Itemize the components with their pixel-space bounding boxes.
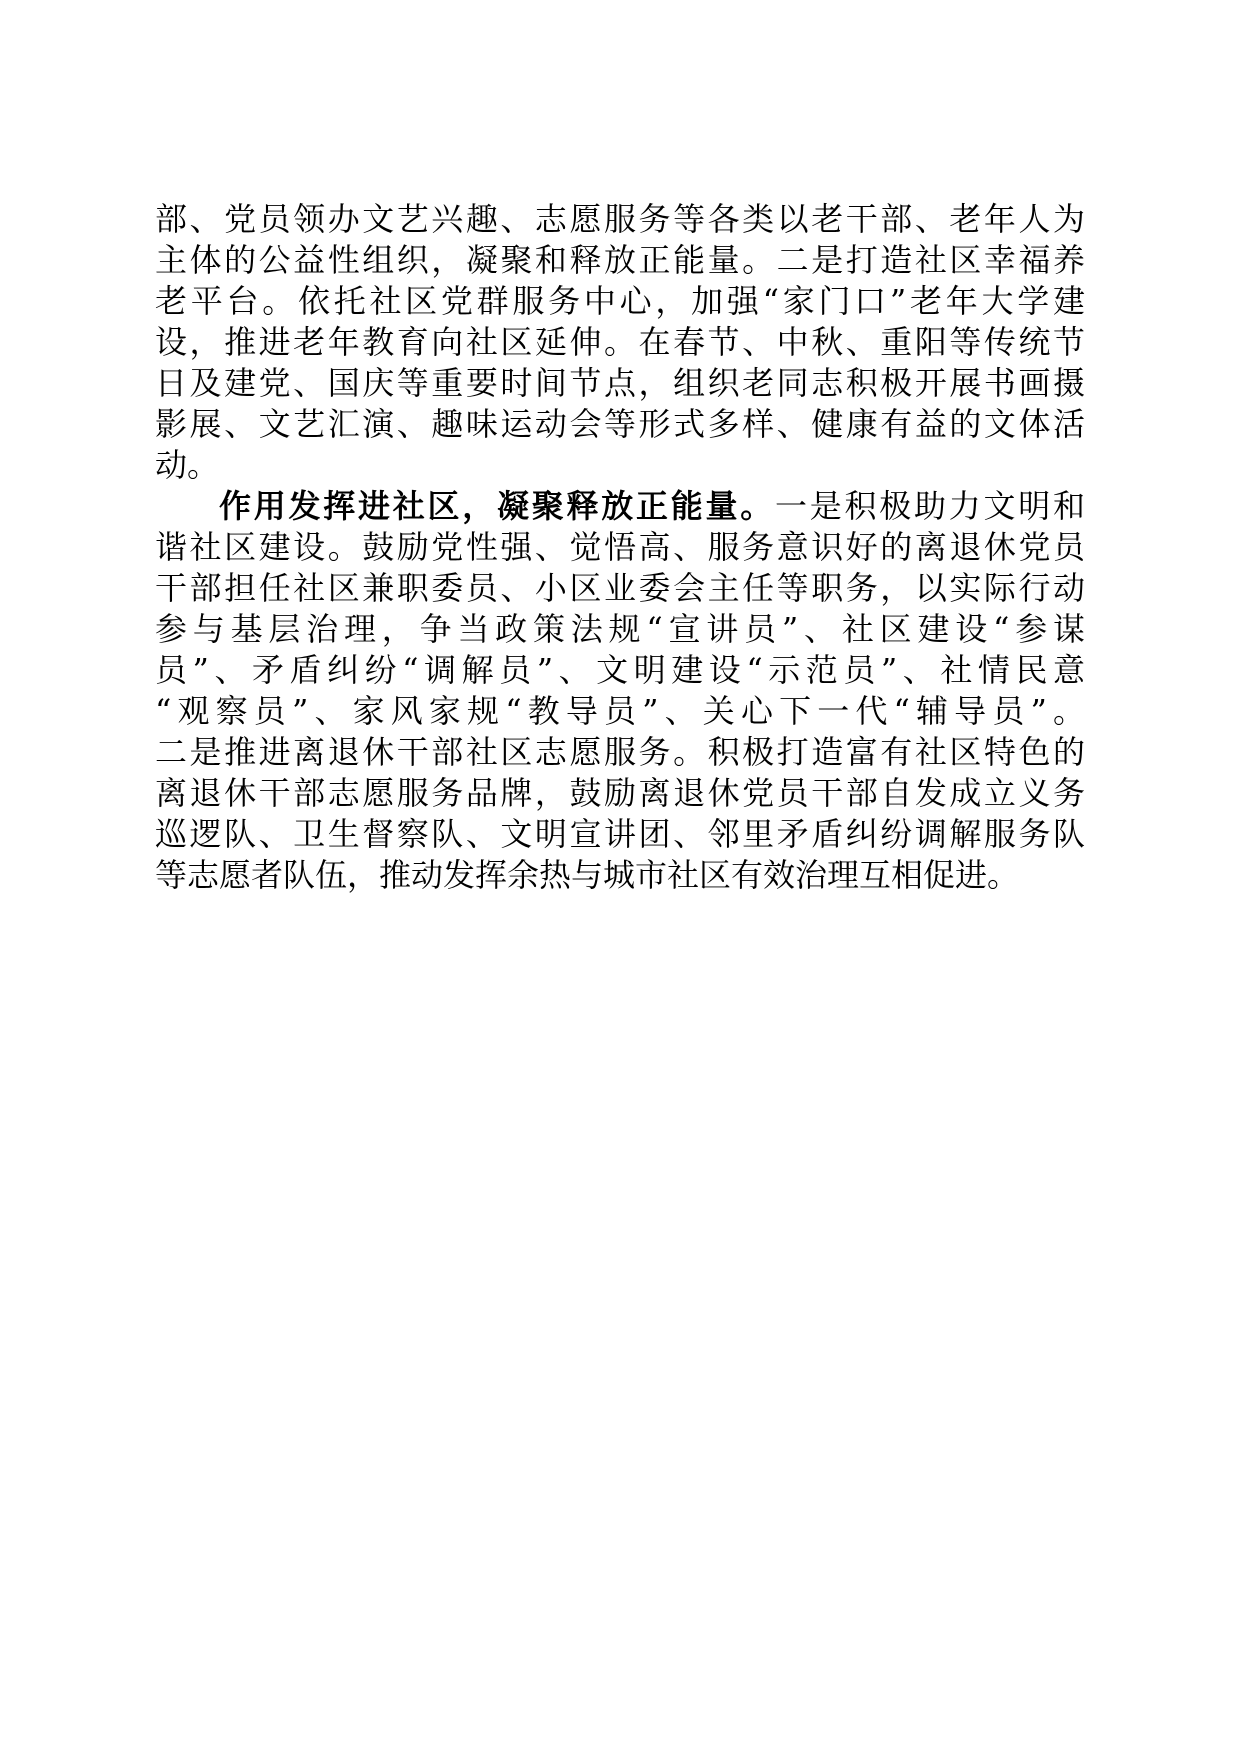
- paragraph-community-role: [155, 486, 1085, 896]
- text-line: “观察员”、家风家规“教导员”、关心下一代“辅导员”。: [155, 692, 1085, 730]
- text-line: 老平台。依托社区党群服务中心，加强“家门口”老年大学建: [155, 282, 1085, 320]
- text-line: 主体的公益性组织，凝聚和释放正能量。二是打造社区幸福养: [155, 241, 1085, 279]
- text-line: 二是推进离退休干部社区志愿服务。积极打造富有社区特色的: [155, 733, 1085, 771]
- document-body: [155, 199, 1085, 896]
- text-line: 动。: [155, 446, 220, 484]
- section-heading: 作用发挥进社区，凝聚释放正能量。: [219, 487, 775, 525]
- paragraph-elderly-services: [155, 199, 1085, 486]
- text-line: 设，推进老年教育向社区延伸。在春节、中秋、重阳等传统节: [155, 323, 1085, 361]
- paragraph-first-line: [155, 486, 1085, 527]
- text-line: 谐社区建设。鼓励党性强、觉悟高、服务意识好的离退休党员: [155, 528, 1085, 566]
- text-line: 日及建党、国庆等重要时间节点，组织老同志积极开展书画摄: [155, 364, 1085, 402]
- text-run: 一是积极助力文明和: [774, 487, 1085, 525]
- text-line: 参与基层治理，争当政策法规“宣讲员”、社区建设“参谋: [155, 610, 1085, 648]
- text-line: 影展、文艺汇演、趣味运动会等形式多样、健康有益的文体活: [155, 405, 1085, 443]
- text-line: 部、党员领办文艺兴趣、志愿服务等各类以老干部、老年人为: [155, 200, 1085, 238]
- text-line: 等志愿者队伍，推动发挥余热与城市社区有效治理互相促进。: [155, 856, 1020, 894]
- text-line: 巡逻队、卫生督察队、文明宣讲团、邻里矛盾纠纷调解服务队: [155, 815, 1085, 853]
- text-line: 离退休干部志愿服务品牌，鼓励离退休党员干部自发成立义务: [155, 774, 1085, 812]
- text-line: 干部担任社区兼职委员、小区业委会主任等职务，以实际行动: [155, 569, 1085, 607]
- text-line: 员”、矛盾纠纷“调解员”、文明建设“示范员”、社情民意: [155, 651, 1085, 689]
